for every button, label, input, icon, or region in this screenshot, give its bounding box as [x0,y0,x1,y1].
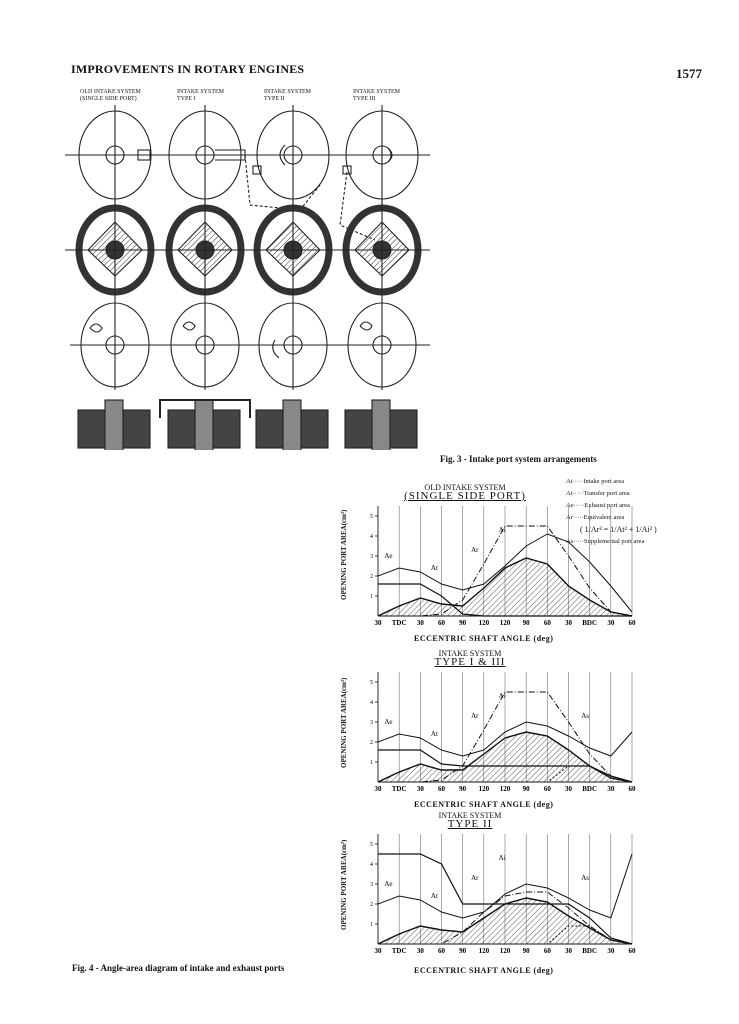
x-tick-label: 30 [607,619,615,627]
series-label-ai: Ai [498,854,506,862]
x-tick-label: 30 [565,619,572,627]
running-header: IMPROVEMENTS IN ROTARY ENGINES [71,62,305,76]
y-tick-label: 2 [370,740,373,746]
x-tick-label: 90 [522,947,530,955]
series-label-ar: Ar [471,874,479,882]
series-label-ae: Ae [384,552,393,560]
legend-formula: ( 1/Ar² = 1/At² + 1/Ai² ) [580,525,657,534]
page-number: 1577 [676,66,702,81]
x-tick-label: BDC [582,947,598,955]
x-tick-label: 60 [543,619,551,627]
chart-type-2 [350,826,640,956]
y-tick-label: 1 [370,594,373,600]
series-label-ar: Ar [471,712,479,720]
series-label-at: At [430,730,438,738]
x-tick-label: 120 [499,619,511,627]
x-tick-label: 60 [438,619,445,627]
x-tick-label: BDC [582,785,598,793]
y-tick-label: 4 [370,700,373,706]
x-tick-label: 60 [543,785,551,793]
legend-ar: Ar·····Equivalent area [566,514,625,521]
panel2-title: INTAKE SYSTEM TYPE I & III [434,649,506,668]
y-tick-label: 2 [370,902,373,908]
fig3-col-label-3: INTAKE SYSTEM TYPE II [264,89,312,102]
x-tick-label: 30 [565,947,572,955]
series-label-as: As [581,874,589,882]
x-tick-label: 30 [565,785,572,793]
fig4-caption: Fig. 4 - Angle-area diagram of intake and exhaust ports [72,963,285,973]
y-tick-label: 4 [370,862,373,868]
y-tick-label: 5 [370,680,373,686]
x-tick-label: 60 [628,785,636,793]
fig3-row1 [65,105,430,205]
y-tick-label: 5 [370,514,373,520]
x-tick-label: 120 [478,619,490,627]
x-tick-label: 30 [416,785,424,793]
series-label-as: As [581,712,589,720]
panel3-ylabel: OPENING PORT AREA(cm²) [340,839,348,930]
x-tick-label: 30 [607,785,615,793]
series-label-ar: Ar [471,546,479,554]
fig3-caption: Fig. 3 - Intake port system arrangements [440,454,597,464]
x-tick-label: 90 [459,785,467,793]
x-tick-label: 60 [438,785,445,793]
x-tick-label: 90 [522,785,530,793]
x-tick-label: BDC [582,619,598,627]
y-tick-label: 2 [370,574,373,580]
y-tick-label: 1 [370,760,373,766]
y-tick-label: 3 [370,554,373,560]
y-tick-label: 1 [370,922,373,928]
fig3-col-label-1: OLD INTAKE SYSTEM (SINGLE SIDE PORT) [80,89,141,102]
x-tick-label: 90 [522,619,530,627]
series-label-ai: Ai [498,526,506,534]
panel1-xlabel: ECCENTRIC SHAFT ANGLE (deg) [414,634,554,643]
x-tick-label: 30 [374,947,382,955]
ar-area-fill [378,898,632,944]
x-tick-label: 60 [543,947,551,955]
series-label-ae: Ae [384,880,393,888]
series-label-at: At [430,892,438,900]
y-tick-label: 5 [370,842,373,848]
series-label-ai: Ai [498,692,506,700]
x-tick-label: 30 [374,785,382,793]
x-tick-label: 60 [628,947,636,955]
fig3-drawing [60,100,440,450]
fig3-row4 [78,400,417,450]
chart-type-1-3 [350,664,640,794]
x-tick-label: TDC [391,947,407,955]
x-tick-label: 60 [438,947,445,955]
y-tick-label: 4 [370,534,373,540]
x-tick-label: TDC [391,619,407,627]
panel1-title: OLD INTAKE SYSTEM (SINGLE SIDE PORT) [404,483,526,502]
fig3-col-label-4: INTAKE SYSTEM TYPE III [353,89,401,102]
legend-ae: Ae·····Exhaust port area [566,502,630,509]
panel3-title: INTAKE SYSTEM TYPE II [438,811,502,830]
x-tick-label: 120 [478,947,490,955]
fig3-row3 [70,300,430,390]
panel2-ylabel: OPENING PORT AREA(cm²) [340,677,348,768]
series-label-ae: Ae [384,718,393,726]
x-tick-label: 120 [499,785,511,793]
x-tick-label: 30 [416,947,424,955]
fig3-col-label-2: INTAKE SYSTEM TYPE I [177,89,225,102]
x-tick-label: 90 [459,619,467,627]
x-tick-label: 60 [628,619,636,627]
fig3-row2 [65,200,430,300]
x-tick-label: 120 [478,785,490,793]
x-tick-label: 30 [374,619,382,627]
legend-ai: Ai·····Intake port area [566,478,625,485]
legend-as: As·····Supplemental port area [566,538,645,545]
ar-area-fill [378,732,632,782]
panel3-xlabel: ECCENTRIC SHAFT ANGLE (deg) [414,966,554,975]
x-tick-label: 30 [607,947,615,955]
y-tick-label: 3 [370,720,373,726]
panel2-xlabel: ECCENTRIC SHAFT ANGLE (deg) [414,800,554,809]
chart-old-intake [350,498,640,628]
legend-at: At·····Transfer port area [566,490,630,497]
x-tick-label: 30 [416,619,424,627]
panel1-ylabel: OPENING PORT AREA(cm²) [340,509,348,600]
x-tick-label: 120 [499,947,511,955]
x-tick-label: 90 [459,947,467,955]
series-label-at: At [430,564,438,572]
x-tick-label: TDC [391,785,407,793]
y-tick-label: 3 [370,882,373,888]
